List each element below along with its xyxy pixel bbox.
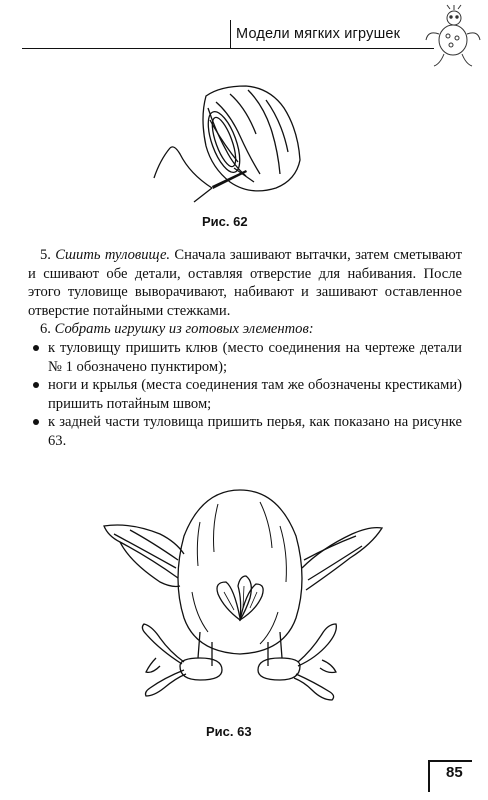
step-5-number: 5. (40, 247, 51, 263)
step-6-title: Собрать игрушку из готовых элементов: (54, 321, 314, 338)
list-item: к задней части туловища пришить перья, как показано на рисунке 63. (28, 413, 462, 450)
page-corner-rule-horizontal (428, 760, 472, 762)
header-rule (22, 48, 434, 49)
step-5-paragraph (28, 246, 462, 320)
body-text (28, 246, 462, 451)
figure-62-caption: Рис. 62 (202, 214, 248, 229)
step-6-paragraph (28, 320, 462, 339)
running-header: Модели мягких игрушек (236, 26, 401, 42)
step-5-text: Сначала зашивают вытачки, затем сметывают и сшивают обе детали, оставляя отверстие для набивания. После этого туловище выворачивают, набивают и зашивают оставленное отверстие потайными стежками. (28, 247, 462, 319)
step-5-title: Сшить туловище. (55, 247, 171, 263)
toy-mascot-icon (420, 4, 484, 70)
page-number: 85 (446, 764, 463, 781)
figure-62-illustration (150, 78, 320, 208)
figure-63-caption: Рис. 63 (206, 724, 252, 739)
step-6-number: 6. (40, 321, 51, 338)
figure-63-illustration (100, 482, 390, 714)
step-6-list (28, 339, 462, 451)
header-divider-vertical (230, 20, 231, 48)
list-item: ноги и крылья (места соединения там же обозначены крестиками) пришить потайным швом; (28, 376, 462, 413)
list-item: к туловищу пришить клюв (место соединения на чертеже детали № 1 обозначено пунктиром); (28, 339, 462, 376)
page-corner-rule-vertical (428, 760, 430, 792)
